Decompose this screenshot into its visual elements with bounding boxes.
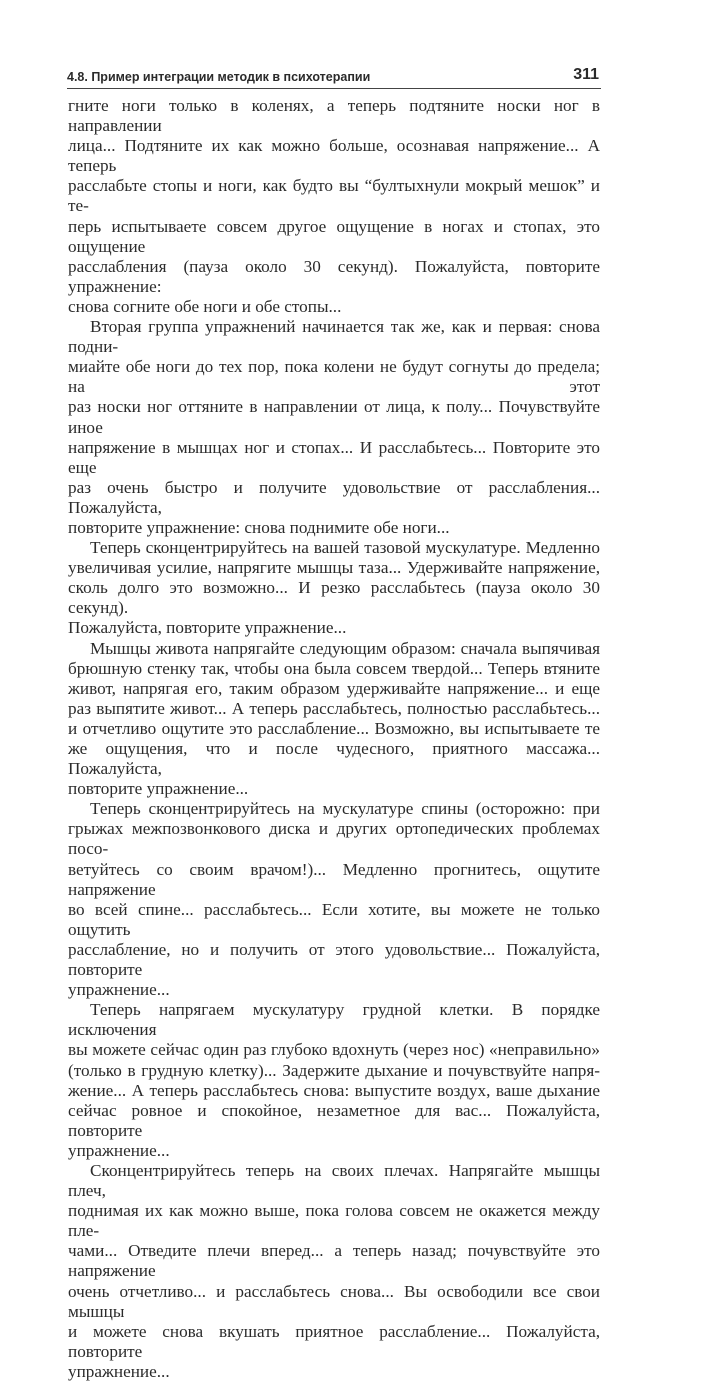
text-line: миайте обе ноги до тех пор, пока колени не будут согнуты до предела; на этот	[68, 357, 600, 397]
paragraph	[68, 1161, 600, 1382]
text-line: живот, напрягая его, таким образом удерживайте напряжение... и еще	[68, 678, 600, 698]
text-line: и отчетливо ощутите это расслабление... Возможно, вы испытываете те	[68, 718, 600, 738]
body-text	[68, 96, 600, 1382]
text-line: перь испытываете совсем другое ощущение в ногах и стопах, это ощущение	[68, 216, 600, 256]
text-line: очень отчетливо... и расслабьтесь снова... Вы освободили все свои мышцы	[68, 1281, 600, 1321]
text-line: Теперь сконцентрируйтесь на вашей тазовой мускулатуре. Медленно	[90, 538, 600, 558]
text-line: расслабление, но и получить от этого удовольствие... Пожалуйста, повторите	[68, 939, 600, 980]
text-line: расслабления (пауза около 30 секунд). Пожалуйста, повторите упражнение:	[68, 256, 600, 296]
text-line: Вторая группа упражнений начинается так же, как и первая: снова подни-	[68, 317, 600, 357]
text-line: гните ноги только в коленях, а теперь подтяните носки ног в направлении	[68, 96, 600, 136]
text-line: сколь долго это возможно... И резко расслабьтесь (пауза около 30 секунд).	[68, 578, 600, 618]
text-line: ветуйтесь со своим врачом!)... Медленно прогнитесь, ощутите напряжение	[68, 859, 600, 899]
text-line: повторите упражнение: снова поднимите обе ноги...	[68, 517, 450, 537]
text-line: Пожалуйста, повторите упражнение...	[68, 618, 347, 638]
text-line: и можете снова вкушать приятное расслабление... Пожалуйста, повторите	[68, 1321, 600, 1361]
text-line: упражнение...	[68, 1361, 170, 1381]
text-line: напряжение в мышцах ног и стопах... И расслабьтесь... Повторите это еще	[68, 437, 600, 477]
paragraph	[68, 317, 600, 538]
page-number: 311	[573, 66, 599, 83]
text-line: снова согните обе ноги и обе стопы...	[68, 296, 342, 316]
text-line: чами... Отведите плечи вперед... а теперь назад; почувствуйте это напряжение	[68, 1241, 600, 1281]
text-line: Мышцы живота напрягайте следующим образом: сначала выпячивая	[90, 638, 600, 658]
section-title: 4.8. Пример интеграции методик в психотерапии	[67, 70, 371, 84]
text-line: Теперь сконцентрируйтесь на мускулатуре спины (осторожно: при	[90, 799, 600, 819]
paragraph	[68, 96, 600, 317]
text-line: упражнение...	[68, 980, 170, 1000]
text-line: упражнение...	[68, 1140, 170, 1160]
text-line: же ощущения, что и после чудесного, приятного массажа... Пожалуйста,	[68, 739, 600, 779]
text-line: Теперь напрягаем мускулатуру грудной клетки. В порядке исключения	[68, 1000, 600, 1040]
running-header	[67, 66, 601, 89]
text-line: раз носки ног оттяните в направлении от лица, к полу... Почувствуйте иное	[68, 397, 600, 437]
text-line: вы можете сейчас один раз глубоко вдохнуть (через нос) «неправильно»	[68, 1040, 600, 1060]
text-line: жение... А теперь расслабьтесь снова: выпустите воздух, ваше дыхание	[68, 1080, 600, 1100]
paragraph	[68, 538, 600, 638]
text-line: раз очень быстро и получите удовольствие от расслабления... Пожалуйста,	[68, 477, 600, 517]
paragraph	[68, 639, 600, 800]
text-line: раз выпятите живот... А теперь расслабьтесь, полностью расслабьтесь...	[68, 698, 600, 718]
text-line: во всей спине... расслабьтесь... Если хотите, вы можете не только ощутить	[68, 899, 600, 939]
text-line: (только в грудную клетку)... Задержите дыхание и почувствуйте напря-	[68, 1060, 600, 1080]
paragraph	[68, 1000, 600, 1161]
paragraph	[68, 799, 600, 1000]
text-line: брюшную стенку так, чтобы она была совсем твердой... Теперь втяните	[68, 658, 600, 678]
text-line: увеличивая усилие, напрягите мышцы таза... Удерживайте напряжение,	[68, 558, 600, 578]
text-line: повторите упражнение...	[68, 779, 249, 799]
text-line: Сконцентрируйтесь теперь на своих плечах. Напрягайте мышцы плеч,	[68, 1160, 600, 1201]
text-line: сейчас ровное и спокойное, незаметное для вас... Пожалуйста, повторите	[68, 1100, 600, 1140]
text-line: лица... Подтяните их как можно больше, осознавая напряжение... А теперь	[68, 136, 600, 176]
text-line: расслабьте стопы и ноги, как будто вы “бултыхнули мокрый мешок” и те-	[68, 176, 600, 216]
text-line: поднимая их как можно выше, пока голова совсем не окажется между пле-	[68, 1201, 600, 1241]
text-line: грыжах межпозвонкового диска и других ортопедических проблемах посо-	[68, 819, 600, 859]
